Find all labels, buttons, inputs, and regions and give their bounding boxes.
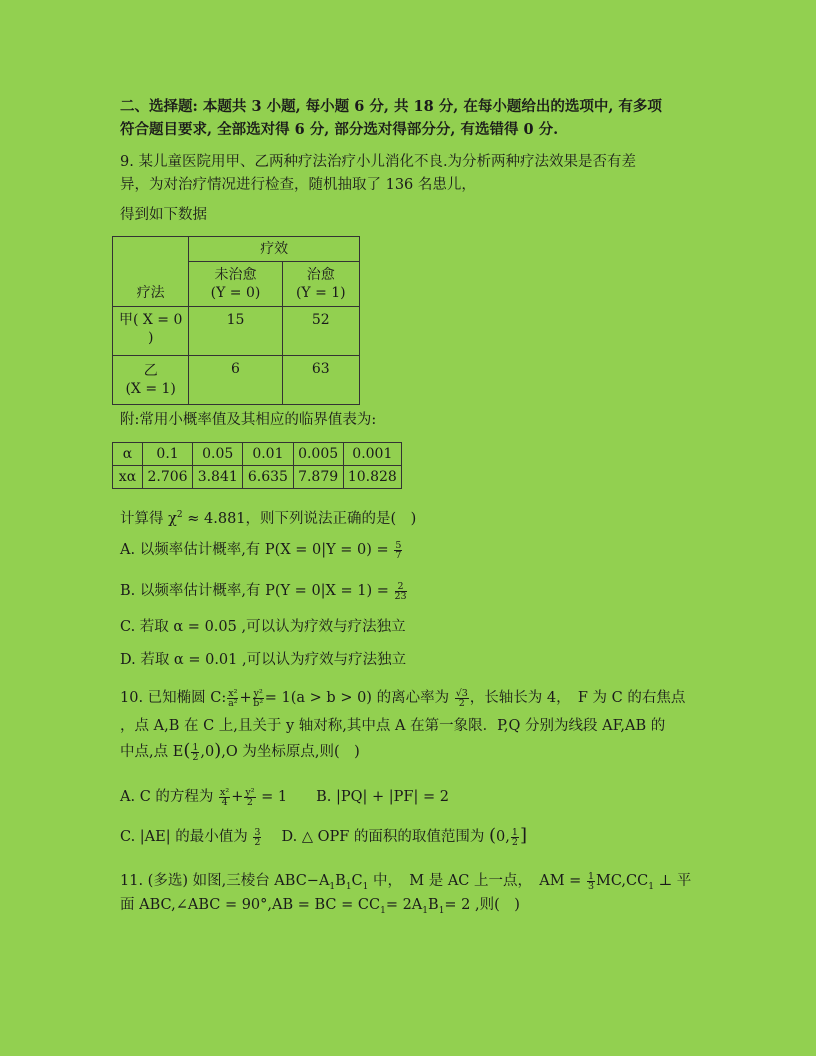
calc-suffix: ≈ 4.881，则下列说法正确的是( ) bbox=[187, 510, 417, 527]
q9-option-d: D. 若取 α = 0.01 ,可以认为疗效与疗法独立 bbox=[120, 652, 407, 668]
yi-cured-cell: 63 bbox=[282, 356, 359, 405]
row-yi-text: 乙 bbox=[143, 363, 158, 379]
q11-intro: 11. (多选) 如图,三棱台 ABC−A bbox=[120, 873, 330, 889]
x-alpha-cell: 10.828 bbox=[343, 466, 401, 489]
q10-origin-text: ,O 为坐标原点,则( ) bbox=[221, 744, 360, 760]
q10-ecc-text: = 1(a > b > 0) 的离心率为 bbox=[264, 690, 450, 706]
section-header-line2: 符合题目要求, 全部选对得 6 分, 部分选对得部分分, 有选错得 0 分. bbox=[120, 121, 559, 138]
q9-appendix: 附:常用小概率值及其相应的临界值表为: bbox=[120, 412, 377, 428]
jia-uncured-cell: 15 bbox=[189, 307, 282, 356]
cured-label: 治愈 bbox=[306, 267, 335, 283]
option-b-text: B. 以频率估计概率,有 P(Y = 0|X = 1) = bbox=[120, 583, 389, 599]
ellipse-x-term: $\frac{\text{x²}}{\text{a²}}$ bbox=[228, 687, 238, 709]
q10-line1 bbox=[120, 688, 685, 708]
q9-calc bbox=[120, 505, 416, 529]
q10-line2: ，点 A,B 在 C 上,且关于 y 轴对称,其中点 A 在第一象限．P,Q 分别为线段 AF,AB 的 bbox=[120, 718, 666, 734]
row-yi-sub: (X = 1) bbox=[125, 381, 176, 397]
option-a-x-term: $\frac{\text{x²}}{4}$ bbox=[220, 786, 230, 808]
alpha-cell: 0.01 bbox=[243, 443, 293, 466]
am-fraction: $\frac{1}{3}$ bbox=[587, 870, 594, 892]
alpha-cell: 0.001 bbox=[343, 443, 401, 466]
alpha-header: α bbox=[113, 443, 143, 466]
alpha-cell: 0.005 bbox=[293, 443, 343, 466]
option-b-fraction: $\frac{2}{23}$ bbox=[394, 580, 407, 602]
option-a-text: A. 以频率估计概率,有 P(X = 0|Y = 0) = bbox=[120, 542, 389, 558]
row-jia-label bbox=[113, 307, 189, 356]
alpha-cell: 0.05 bbox=[193, 443, 243, 466]
ellipse-y-term: $\frac{\text{y²}}{\text{b²}}$ bbox=[253, 687, 264, 709]
q11-conditions: 面 ABC,∠ABC = 90°,AB = BC = CC bbox=[120, 897, 381, 913]
cured-sub: (Y = 1) bbox=[295, 285, 346, 301]
q10-intro: 10. 已知椭圆 C: bbox=[120, 690, 227, 706]
q10-option-ab: A. C 的方程为 $\frac{\text{x²}}{4}$ + $\frac{\text{y²}}{2}$ = 1 B. |PQ| + |PF| = 2 bbox=[120, 786, 449, 808]
method-header: 疗法 bbox=[113, 237, 189, 307]
q11-ending: = 2 ,则( ) bbox=[444, 897, 520, 913]
x-alpha-header: xα bbox=[113, 466, 143, 489]
q9-line3: 得到如下数据 bbox=[120, 207, 207, 223]
q11-point-m: 中， M 是 AC 上一点， AM = bbox=[373, 873, 582, 889]
q10-line3: 中点,点 E( $\frac{1}{2}$ ,0),O 为坐标原点,则( ) bbox=[120, 740, 360, 763]
q10-option-cd: C. |AE| 的最小值为 $\frac{3}{2}$ D. △ OPF 的面积的取值范围为 (0, $\frac{1}{2}$ ] bbox=[120, 825, 527, 848]
plus-sign: + bbox=[239, 690, 252, 706]
x-alpha-cell: 2.706 bbox=[142, 466, 192, 489]
q9-line1: 9. 某儿童医院用甲、乙两种疗法治疗小儿消化不良.为分析两种疗法效果是否有差 bbox=[120, 154, 637, 170]
alpha-cell: 0.1 bbox=[142, 443, 192, 466]
x-alpha-cell: 6.635 bbox=[243, 466, 293, 489]
uncured-sub: (Y = 0) bbox=[210, 285, 261, 301]
q9-line2: 异，为对治疗情况进行检查，随机抽取了 136 名患儿， bbox=[120, 177, 476, 193]
x-alpha-cell: 3.841 bbox=[193, 466, 243, 489]
uncured-label: 未治愈 bbox=[214, 267, 257, 283]
point-e-y: ,0 bbox=[200, 744, 215, 760]
q9-option-a bbox=[120, 540, 403, 560]
q9-option-b bbox=[120, 581, 408, 601]
yi-uncured-cell: 6 bbox=[189, 356, 282, 405]
q10-midpoint-text: 中点,点 E bbox=[120, 744, 184, 760]
uncured-header bbox=[189, 262, 282, 307]
option-a-fraction: $\frac{5}{7}$ bbox=[395, 539, 402, 561]
q10-option-c-text: C. |AE| 的最小值为 bbox=[120, 829, 248, 845]
calc-prefix: 计算得 χ bbox=[120, 510, 177, 527]
row-jia-cont: ) bbox=[147, 330, 154, 346]
row-yi-label bbox=[113, 356, 189, 405]
option-a-y-term: $\frac{\text{y²}}{2}$ bbox=[245, 786, 255, 808]
effect-header: 疗效 bbox=[189, 237, 360, 262]
row-jia-text: 甲( X = 0 bbox=[118, 312, 183, 328]
section-header-line1: 二、选择题: 本题共 3 小题, 每小题 6 分, 共 18 分, 在每小题给出的选项中, 有多项 bbox=[120, 98, 662, 115]
jia-cured-cell: 52 bbox=[282, 307, 359, 356]
range-start: 0, bbox=[496, 829, 510, 845]
q10-option-d-text: D. △ OPF 的面积的取值范围为 bbox=[267, 829, 485, 845]
q10-option-b-text: = 1 B. |PQ| + |PF| = 2 bbox=[261, 789, 449, 805]
q11-line2: 面 ABC,∠ABC = 90°,AB = BC = $CC_1= 2A_1B_1= 2$ ,则( ) bbox=[120, 897, 520, 916]
q10-axis-text: ，长轴长为 4， F 为 C 的右焦点 bbox=[469, 690, 686, 706]
critical-value-table bbox=[112, 442, 402, 489]
x-alpha-cell: 7.879 bbox=[293, 466, 343, 489]
treatment-table bbox=[112, 236, 360, 405]
q11-perp-text: ⊥ 平 bbox=[658, 873, 692, 889]
point-e-fraction: $\frac{1}{2}$ bbox=[192, 741, 199, 763]
eccentricity-fraction: $\frac{√3}{2}$ bbox=[455, 687, 468, 709]
option-c-fraction: $\frac{3}{2}$ bbox=[254, 826, 261, 848]
q9-option-c: C. 若取 α = 0.05 ,可以认为疗效与疗法独立 bbox=[120, 619, 406, 635]
q10-option-a-text: A. C 的方程为 bbox=[120, 789, 214, 805]
cured-header bbox=[282, 262, 359, 307]
q11-line1: 11. (多选) 如图,三棱台 $ABC-A_1B_1C_1$ 中， M 是 AC 上一点， AM = $\frac{1}{3}$ $MC,CC_1$ ⊥ 平 bbox=[120, 870, 692, 892]
range-fraction: $\frac{1}{2}$ bbox=[511, 826, 518, 848]
chi-square-sup: 2 bbox=[176, 510, 183, 520]
